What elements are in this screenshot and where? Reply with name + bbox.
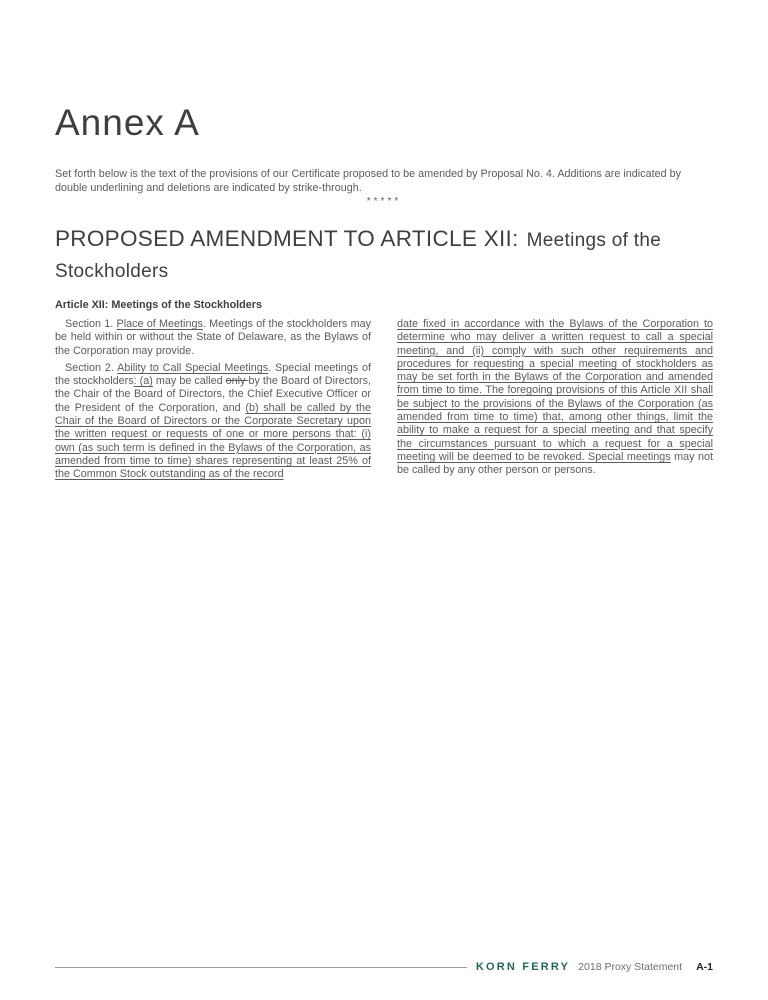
brand-korn-ferry: KORN FERRY	[475, 961, 571, 973]
footer-rule	[55, 967, 467, 968]
paragraph-section-2	[55, 362, 371, 482]
paragraph-section-1	[55, 318, 371, 358]
article-subheading: Article XII: Meetings of the Stockholders	[55, 299, 262, 311]
article-columns	[55, 318, 713, 486]
footer-page-number: A-1	[696, 961, 713, 973]
text-segment: may be called	[152, 375, 226, 388]
text-segment-underlined: date fixed in accordance with the Bylaws of the Corporation to determine who may deliver a written request to call a special meeting, and (ii) comply with such other requirements and procedures for requesting a special meeting of stockholders as may be set forth in the Bylaws of the Corporation and amended from time to time. The foregoing provisions of this Article XII shall be subject to the provisions of the Bylaws of the Corporation (as amended from time to time) that, among other things, limit the ability to make a request for a special meeting and that specify the circumstances pursuant to which a request for a special meeting will be deemed to be revoked. Special meetings	[397, 318, 713, 463]
text-segment-underlined: Ability to Call Special Meetings	[117, 361, 269, 374]
page-footer	[55, 961, 713, 973]
page-content	[0, 0, 768, 486]
column-right	[397, 318, 713, 486]
text-segment-underlined: : (a)	[133, 375, 153, 388]
text-segment: Section 2.	[65, 361, 118, 374]
footer-doc-title: 2018 Proxy Statement	[578, 961, 683, 973]
text-segment: Section 1.	[65, 318, 117, 330]
separator-asterisks: *****	[366, 196, 402, 207]
text-segment-underlined: Place of Meetings	[116, 318, 203, 330]
text-segment: may not be called by any other person or persons.	[397, 450, 714, 477]
heading-sub: Meetings of the Stockholders	[55, 230, 662, 282]
text-segment: . Special meetings of the stockholders	[55, 361, 372, 388]
intro-text: Set forth below is the text of the provisions of our Certificate proposed to be amended by Proposal No. 4. Additions are indicated by double underlining and deletions are indicated by strike-through.	[55, 168, 681, 194]
text-segment-underlined: (b) shall be called by the Chair of the Board of Directors or the Corporate Secretary upon the written request or requests of one or more persons that: (i) own (as such term is defined in the Bylaws of the Corporation, as amended from time to time) shares representing at least 25% of the Common Stock outstanding as of the record	[55, 401, 371, 481]
page-title: Annex A	[55, 102, 200, 143]
column-left	[55, 318, 371, 486]
text-segment-strikethrough: only	[225, 375, 249, 388]
paragraph-section-2-continued	[397, 318, 713, 478]
section-heading	[55, 224, 713, 286]
text-segment: . Meetings of the stockholders may be held within or without the State of Delaware, as the Bylaws of the Corporation may provide.	[55, 318, 371, 357]
text-segment: by the Board of Directors, the Chair of the Board of Directors, the Chief Executive Officer or the President of the Corporation, and	[55, 375, 372, 414]
heading-main: PROPOSED AMENDMENT TO ARTICLE XII:	[55, 226, 519, 251]
